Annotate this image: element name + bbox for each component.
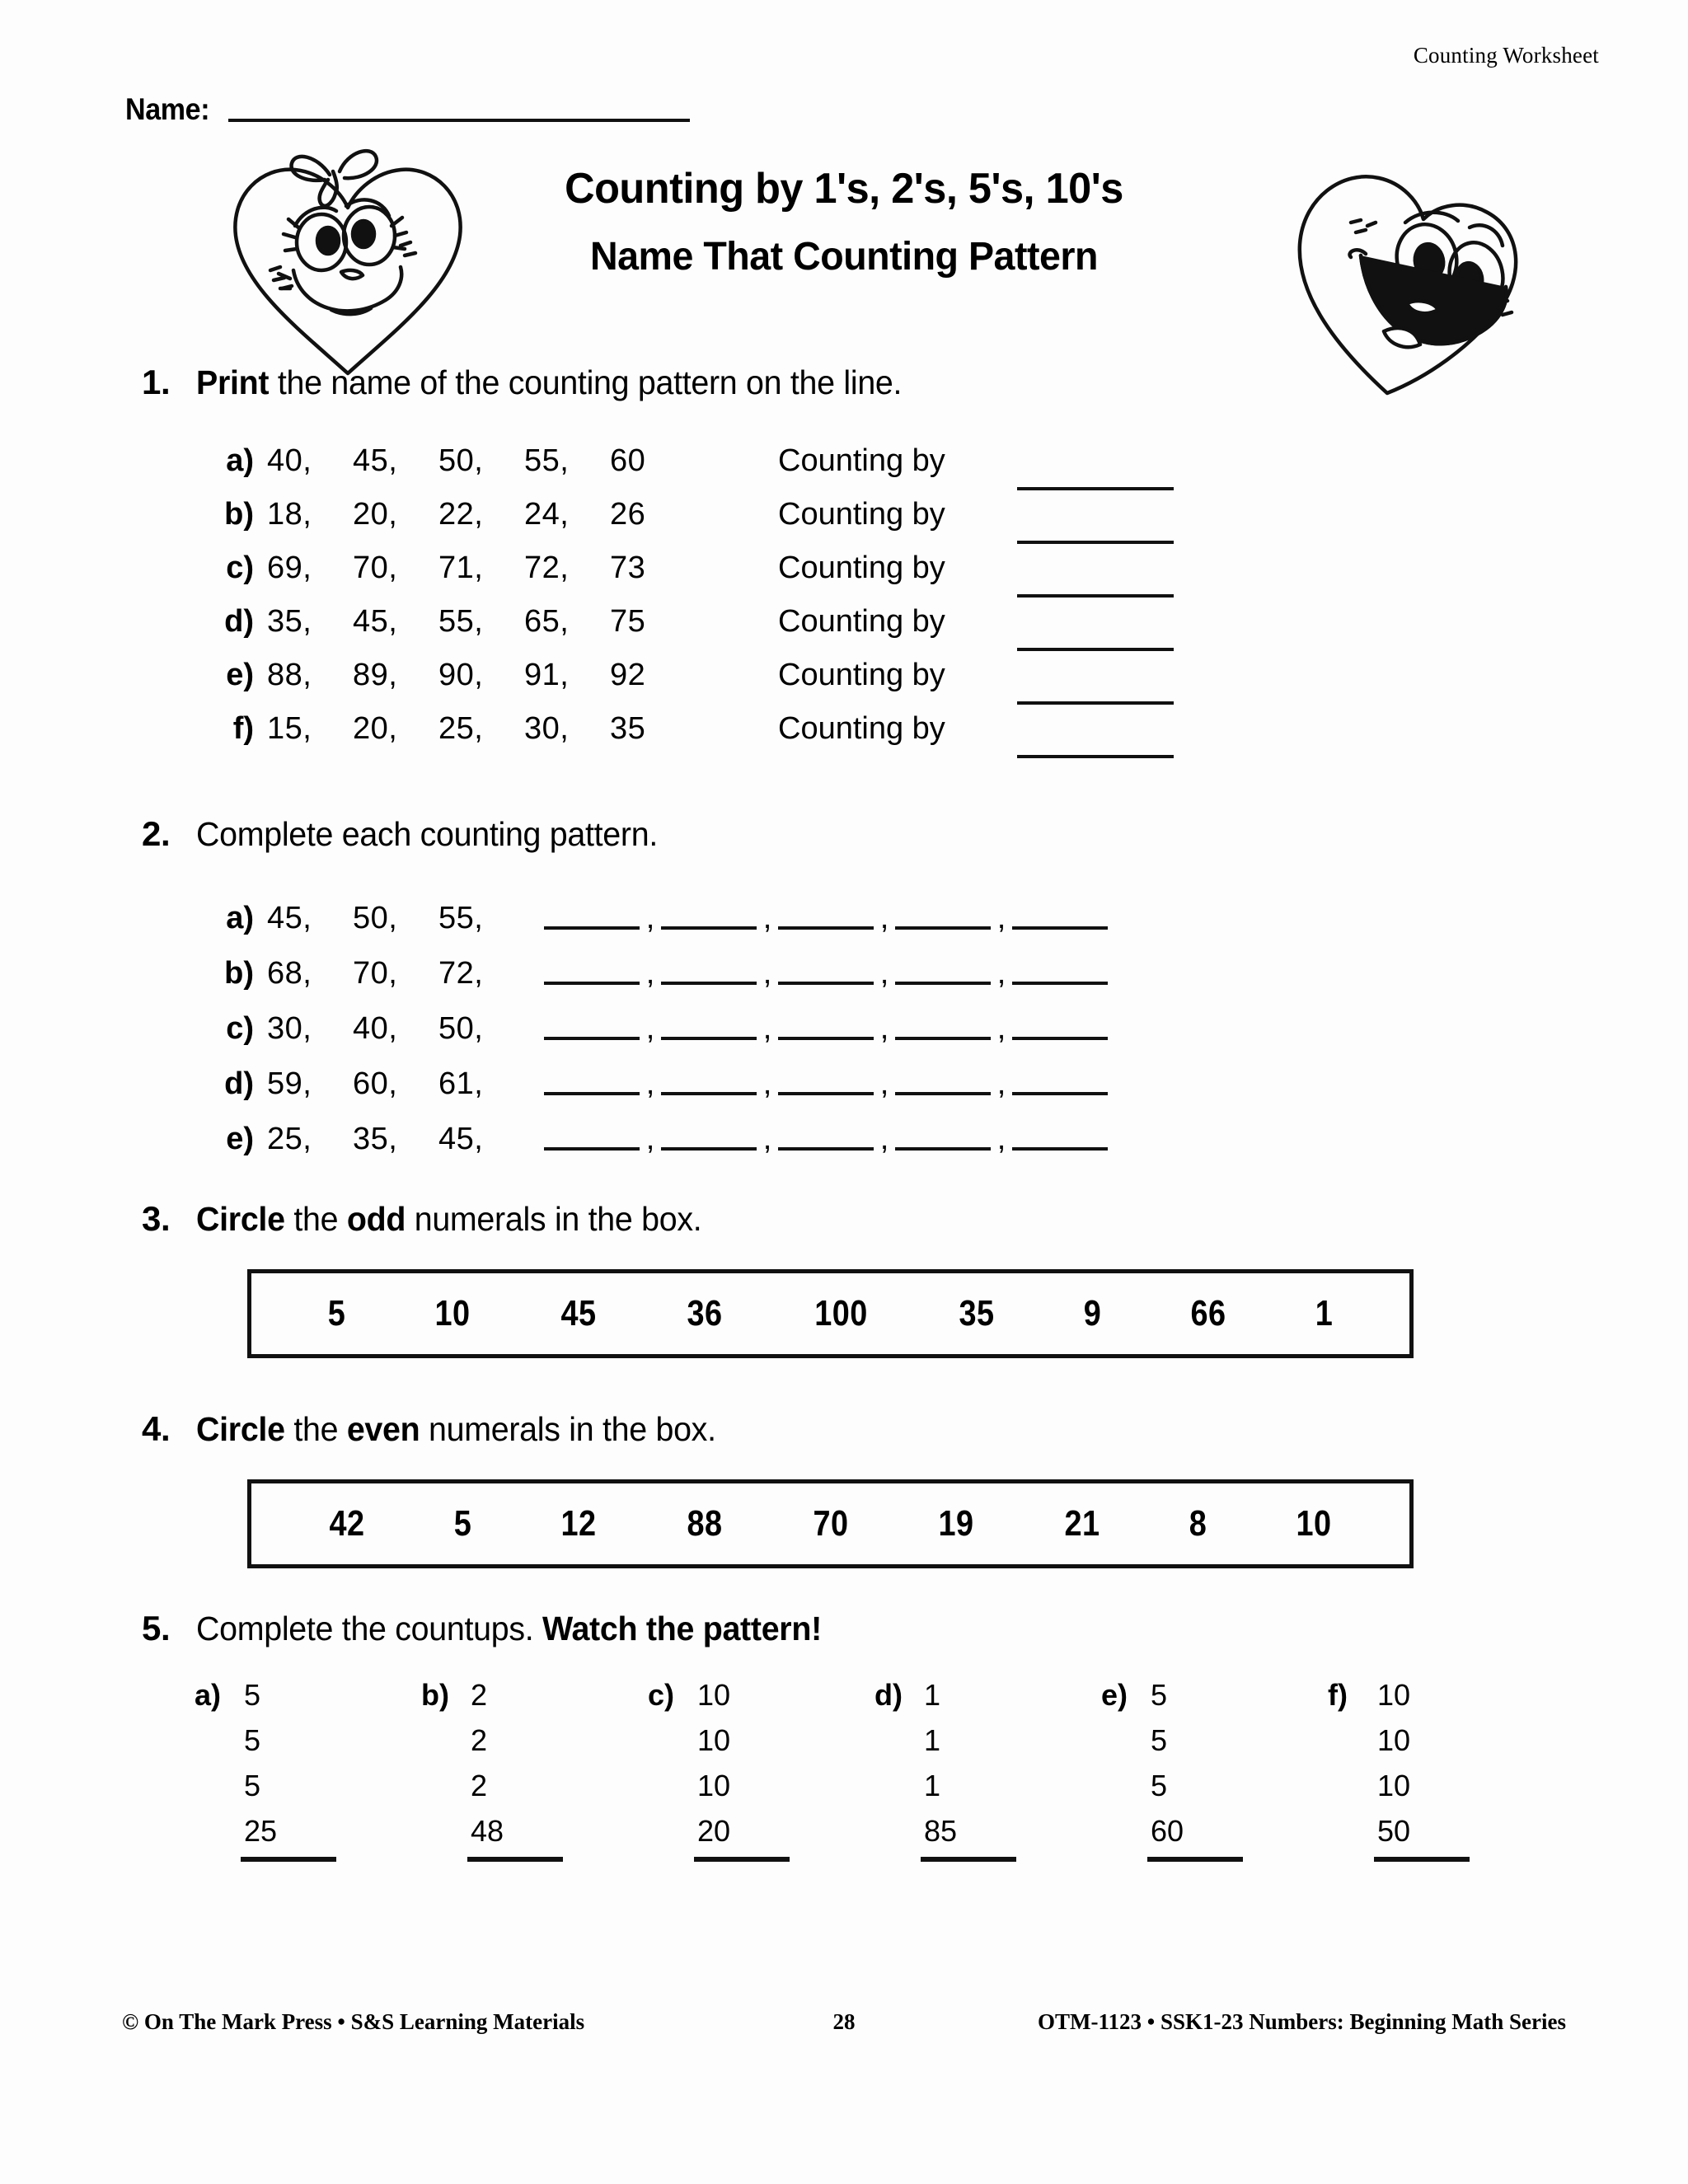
question-5-number: 5.	[142, 1609, 171, 1647]
answer-blank-line[interactable]	[1017, 755, 1174, 758]
question-1-text-bold: Print	[196, 363, 270, 401]
boy-heart-character-icon	[1282, 142, 1529, 405]
sequence-number: 25,	[267, 1122, 312, 1156]
sequence-number: 50,	[438, 1011, 484, 1046]
answer-blank-line[interactable]	[1012, 1092, 1108, 1095]
sequence-number: 91,	[524, 658, 570, 692]
addend: 10	[697, 1678, 731, 1712]
sequence-number: 18,	[267, 497, 312, 532]
question-2-row	[203, 1122, 1108, 1177]
girl-heart-character-icon	[224, 147, 471, 386]
separator: ,	[645, 956, 655, 991]
sequence-number: 61,	[438, 1066, 484, 1101]
row-letter: c)	[226, 551, 254, 585]
sequence-number: 69,	[267, 551, 312, 585]
counting-by-label: Counting by	[778, 497, 945, 532]
sequence-number: 55,	[438, 901, 484, 935]
sequence-number: 35	[610, 711, 646, 746]
sequence-number: 73	[610, 551, 646, 585]
question-2-row	[203, 901, 1108, 956]
answer-blank-line[interactable]	[778, 926, 874, 930]
sequence-number: 55,	[438, 604, 484, 639]
question-3-text-bold-1: Circle	[196, 1200, 285, 1238]
countup-stack	[195, 1723, 347, 1862]
box-numeral[interactable]: 19	[938, 1503, 974, 1544]
question-3-text-mid: the	[284, 1200, 347, 1238]
question-1-row	[203, 443, 1174, 497]
box-numeral[interactable]: 70	[812, 1503, 848, 1544]
countup-column	[421, 1678, 574, 1862]
question-1-row	[203, 658, 1174, 711]
answer-blank-line[interactable]	[778, 982, 874, 985]
counting-by-label: Counting by	[778, 604, 945, 639]
box-numeral[interactable]: 10	[1296, 1503, 1332, 1544]
page-subtitle: Name That Counting Pattern	[590, 234, 1098, 279]
row-letter: c)	[226, 1011, 254, 1046]
answer-blank-line[interactable]	[1017, 648, 1174, 651]
even-numerals-box	[247, 1479, 1414, 1568]
sequence-number: 35,	[353, 1122, 398, 1156]
answer-blanks-group	[544, 1122, 1108, 1157]
countup-total: 25	[244, 1814, 278, 1848]
countup-answer-rule[interactable]	[241, 1857, 336, 1862]
answer-blank-line[interactable]	[544, 1092, 640, 1095]
separator: ,	[645, 1122, 655, 1156]
countup-stack	[874, 1723, 1027, 1862]
question-1-row	[203, 551, 1174, 604]
sequence-number: 40,	[353, 1011, 398, 1046]
sequence-number: 71,	[438, 551, 484, 585]
answer-blank-line[interactable]	[544, 982, 640, 985]
separator: ,	[996, 1011, 1006, 1046]
addend: 1	[924, 1769, 941, 1802]
row-letter: a)	[226, 901, 254, 935]
countup-first-row	[421, 1678, 574, 1723]
question-1-row	[203, 604, 1174, 658]
question-1-row	[203, 497, 1174, 551]
addend: 5	[244, 1723, 261, 1757]
countup-answer-rule[interactable]	[1147, 1857, 1243, 1862]
question-2-row	[203, 1066, 1108, 1122]
addend: 5	[1151, 1723, 1168, 1757]
answer-blank-line[interactable]	[778, 1147, 874, 1151]
question-5-text-bold: Watch the pattern!	[542, 1610, 822, 1647]
separator: ,	[996, 1066, 1006, 1101]
counting-by-label: Counting by	[778, 711, 945, 746]
row-letter: b)	[224, 497, 254, 532]
question-5-columns	[195, 1678, 1480, 1862]
box-numeral[interactable]: 5	[328, 1293, 346, 1333]
separator: ,	[762, 1011, 772, 1046]
answer-blank-line[interactable]	[778, 1092, 874, 1095]
answer-blank-line[interactable]	[778, 1037, 874, 1040]
countup-answer-rule[interactable]	[694, 1857, 790, 1862]
answer-blank-line[interactable]	[1017, 487, 1174, 490]
row-letter: a)	[195, 1678, 222, 1712]
addend: 2	[471, 1678, 488, 1712]
box-numeral[interactable]: 66	[1190, 1293, 1226, 1333]
countup-column	[874, 1678, 1027, 1862]
question-4-text	[196, 1410, 716, 1449]
sequence-number: 70,	[353, 551, 398, 585]
row-letter: d)	[224, 1066, 254, 1101]
box-numeral[interactable]: 9	[1083, 1293, 1102, 1333]
box-numeral[interactable]: 100	[814, 1293, 868, 1333]
question-4-number: 4.	[142, 1409, 171, 1448]
addend: 10	[1377, 1769, 1411, 1802]
answer-blank-line[interactable]	[895, 926, 991, 930]
countup-first-row	[1101, 1678, 1254, 1723]
answer-blank-line[interactable]	[895, 982, 991, 985]
question-1-rows	[203, 443, 1174, 765]
countup-stack	[1328, 1723, 1480, 1862]
answer-blank-line[interactable]	[1012, 1037, 1108, 1040]
countup-first-row	[1328, 1678, 1480, 1723]
question-2-rows	[203, 901, 1108, 1177]
box-numeral[interactable]: 45	[560, 1293, 597, 1333]
row-letter: e)	[226, 658, 254, 692]
row-letter: f)	[1328, 1678, 1348, 1712]
question-4-text-bold-1: Circle	[196, 1410, 285, 1448]
sequence-number: 45,	[438, 1122, 484, 1156]
addend: 2	[471, 1769, 488, 1802]
page-title: Counting by 1's, 2's, 5's, 10's	[565, 165, 1123, 213]
sequence-number: 40,	[267, 443, 312, 478]
countup-column	[648, 1678, 800, 1862]
counting-by-label: Counting by	[778, 443, 945, 478]
separator: ,	[762, 1122, 772, 1156]
sequence-number: 50,	[438, 443, 484, 478]
answer-blanks-group	[544, 1066, 1108, 1102]
answer-blanks-group	[544, 901, 1108, 936]
sequence-number: 72,	[524, 551, 570, 585]
separator: ,	[879, 901, 889, 935]
box-numeral[interactable]: 35	[959, 1293, 995, 1333]
separator: ,	[996, 956, 1006, 991]
separator: ,	[996, 901, 1006, 935]
counting-by-label: Counting by	[778, 658, 945, 692]
sequence-number: 22,	[438, 497, 484, 532]
sequence-number: 26	[610, 497, 646, 532]
question-2-number: 2.	[142, 814, 171, 853]
countup-column	[1101, 1678, 1254, 1862]
question-2-heading	[142, 814, 677, 854]
row-letter: b)	[224, 956, 254, 991]
sequence-number: 59,	[267, 1066, 312, 1101]
addend: 5	[1151, 1678, 1168, 1712]
sequence-number: 88,	[267, 658, 312, 692]
answer-blank-line[interactable]	[544, 1147, 640, 1151]
question-3-text	[196, 1200, 701, 1239]
row-letter: a)	[226, 443, 254, 478]
row-letter: d)	[224, 604, 254, 639]
separator: ,	[645, 1011, 655, 1046]
question-5-text	[196, 1610, 822, 1648]
page-footer	[122, 2009, 1566, 2035]
name-write-in-line[interactable]	[228, 119, 690, 122]
sequence-number: 60,	[353, 1066, 398, 1101]
counting-by-label: Counting by	[778, 551, 945, 585]
countup-stack	[648, 1723, 800, 1862]
footer-series-code: OTM-1123 • SSK1-23 Numbers: Beginning Math Series	[1038, 2009, 1566, 2034]
countup-answer-rule[interactable]	[1374, 1857, 1470, 1862]
countup-stack	[1101, 1723, 1254, 1862]
separator: ,	[879, 956, 889, 991]
answer-blanks-group	[544, 956, 1108, 991]
answer-blank-line[interactable]	[661, 1092, 757, 1095]
separator: ,	[879, 1011, 889, 1046]
question-1-number: 1.	[142, 363, 171, 401]
box-numeral[interactable]: 8	[1189, 1503, 1207, 1544]
addend: 2	[471, 1723, 488, 1757]
answer-blank-line[interactable]	[661, 982, 757, 985]
sequence-number: 65,	[524, 604, 570, 639]
countup-total: 20	[697, 1814, 731, 1848]
question-4-text-rest: numerals in the box.	[420, 1410, 716, 1448]
sequence-number: 24,	[524, 497, 570, 532]
footer-page-number: 28	[832, 2009, 856, 2034]
addend: 5	[1151, 1769, 1168, 1802]
sequence-number: 35,	[267, 604, 312, 639]
box-numeral[interactable]: 42	[329, 1503, 365, 1544]
addend: 1	[924, 1678, 941, 1712]
box-numeral[interactable]: 88	[687, 1503, 723, 1544]
sequence-number: 25,	[438, 711, 484, 746]
question-4-text-mid: the	[284, 1410, 347, 1448]
countup-answer-rule[interactable]	[921, 1857, 1016, 1862]
row-letter: e)	[226, 1122, 254, 1156]
sequence-number: 89,	[353, 658, 398, 692]
sequence-number: 20,	[353, 497, 398, 532]
countup-first-row	[874, 1678, 1027, 1723]
addend: 5	[244, 1678, 261, 1712]
sequence-number: 90,	[438, 658, 484, 692]
name-row	[125, 92, 690, 127]
row-letter: f)	[232, 711, 254, 746]
sequence-number: 60	[610, 443, 646, 478]
sequence-number: 45,	[267, 901, 312, 935]
sequence-number: 50,	[353, 901, 398, 935]
box-numeral[interactable]: 5	[453, 1503, 472, 1544]
question-1-text-rest: the name of the counting pattern on the line.	[269, 363, 903, 401]
separator: ,	[762, 1066, 772, 1101]
row-letter: b)	[421, 1678, 449, 1712]
worksheet-kicker: Counting Worksheet	[1413, 43, 1599, 68]
question-1-text	[196, 363, 902, 402]
answer-blank-line[interactable]	[1012, 926, 1108, 930]
answer-blank-line[interactable]	[661, 1037, 757, 1040]
separator: ,	[879, 1066, 889, 1101]
addend: 10	[697, 1769, 731, 1802]
countup-total: 85	[924, 1814, 958, 1848]
answer-blank-line[interactable]	[895, 1037, 991, 1040]
answer-blank-line[interactable]	[544, 1037, 640, 1040]
addend: 10	[1377, 1678, 1411, 1712]
answer-blanks-group	[544, 1011, 1108, 1047]
question-3-number: 3.	[142, 1199, 171, 1238]
footer-copyright: © On The Mark Press • S&S Learning Materials	[122, 2009, 585, 2034]
countup-answer-rule[interactable]	[467, 1857, 563, 1862]
answer-blank-line[interactable]	[1017, 594, 1174, 598]
box-numeral[interactable]: 21	[1064, 1503, 1100, 1544]
countup-total: 48	[471, 1814, 504, 1848]
answer-blank-line[interactable]	[1012, 982, 1108, 985]
sequence-number: 92	[610, 658, 646, 692]
answer-blank-line[interactable]	[1017, 701, 1174, 705]
separator: ,	[645, 1066, 655, 1101]
question-2-text: Complete each counting pattern.	[196, 815, 658, 853]
answer-blank-line[interactable]	[1012, 1147, 1108, 1151]
question-3-text-rest: numerals in the box.	[406, 1200, 702, 1238]
question-2-row	[203, 1011, 1108, 1066]
sequence-number: 70,	[353, 956, 398, 991]
box-numeral[interactable]: 1	[1315, 1293, 1333, 1333]
sequence-number: 45,	[353, 604, 398, 639]
row-letter: e)	[1101, 1678, 1128, 1712]
question-1-row	[203, 711, 1174, 765]
countup-column	[195, 1678, 347, 1862]
separator: ,	[645, 901, 655, 935]
sequence-number: 20,	[353, 711, 398, 746]
countup-total: 50	[1377, 1814, 1411, 1848]
question-4-text-bold-2: even	[346, 1410, 420, 1448]
answer-blank-line[interactable]	[661, 1147, 757, 1151]
question-3-text-bold-2: odd	[346, 1200, 406, 1238]
sequence-number: 30,	[267, 1011, 312, 1046]
answer-blank-line[interactable]	[1017, 541, 1174, 544]
question-2-row	[203, 956, 1108, 1011]
countup-stack	[421, 1723, 574, 1862]
countup-first-row	[648, 1678, 800, 1723]
countup-column	[1328, 1678, 1480, 1862]
addend: 10	[1377, 1723, 1411, 1757]
sequence-number: 30,	[524, 711, 570, 746]
question-4-heading	[142, 1409, 738, 1449]
sequence-number: 68,	[267, 956, 312, 991]
countup-first-row	[195, 1678, 347, 1723]
sequence-number: 15,	[267, 711, 312, 746]
question-1-heading	[142, 363, 931, 402]
row-letter: c)	[648, 1678, 675, 1712]
addend: 1	[924, 1723, 941, 1757]
addend: 10	[697, 1723, 731, 1757]
answer-blank-line[interactable]	[544, 926, 640, 930]
sequence-number: 55,	[524, 443, 570, 478]
countup-total: 60	[1151, 1814, 1184, 1848]
sequence-number: 75	[610, 604, 646, 639]
answer-blank-line[interactable]	[661, 926, 757, 930]
separator: ,	[879, 1122, 889, 1156]
row-letter: d)	[874, 1678, 903, 1712]
separator: ,	[996, 1122, 1006, 1156]
box-numeral[interactable]: 12	[560, 1503, 597, 1544]
answer-blank-line[interactable]	[895, 1092, 991, 1095]
separator: ,	[762, 956, 772, 991]
question-5-heading	[142, 1609, 848, 1648]
box-numeral[interactable]: 10	[434, 1293, 471, 1333]
addend: 5	[244, 1769, 261, 1802]
sequence-number: 72,	[438, 956, 484, 991]
question-5-text-rest: Complete the countups.	[196, 1610, 543, 1647]
box-numeral[interactable]: 36	[687, 1293, 723, 1333]
answer-blank-line[interactable]	[895, 1147, 991, 1151]
separator: ,	[762, 901, 772, 935]
odd-numerals-box	[247, 1269, 1414, 1358]
name-label: Name:	[125, 92, 210, 126]
sequence-number: 45,	[353, 443, 398, 478]
question-3-heading	[142, 1199, 723, 1239]
